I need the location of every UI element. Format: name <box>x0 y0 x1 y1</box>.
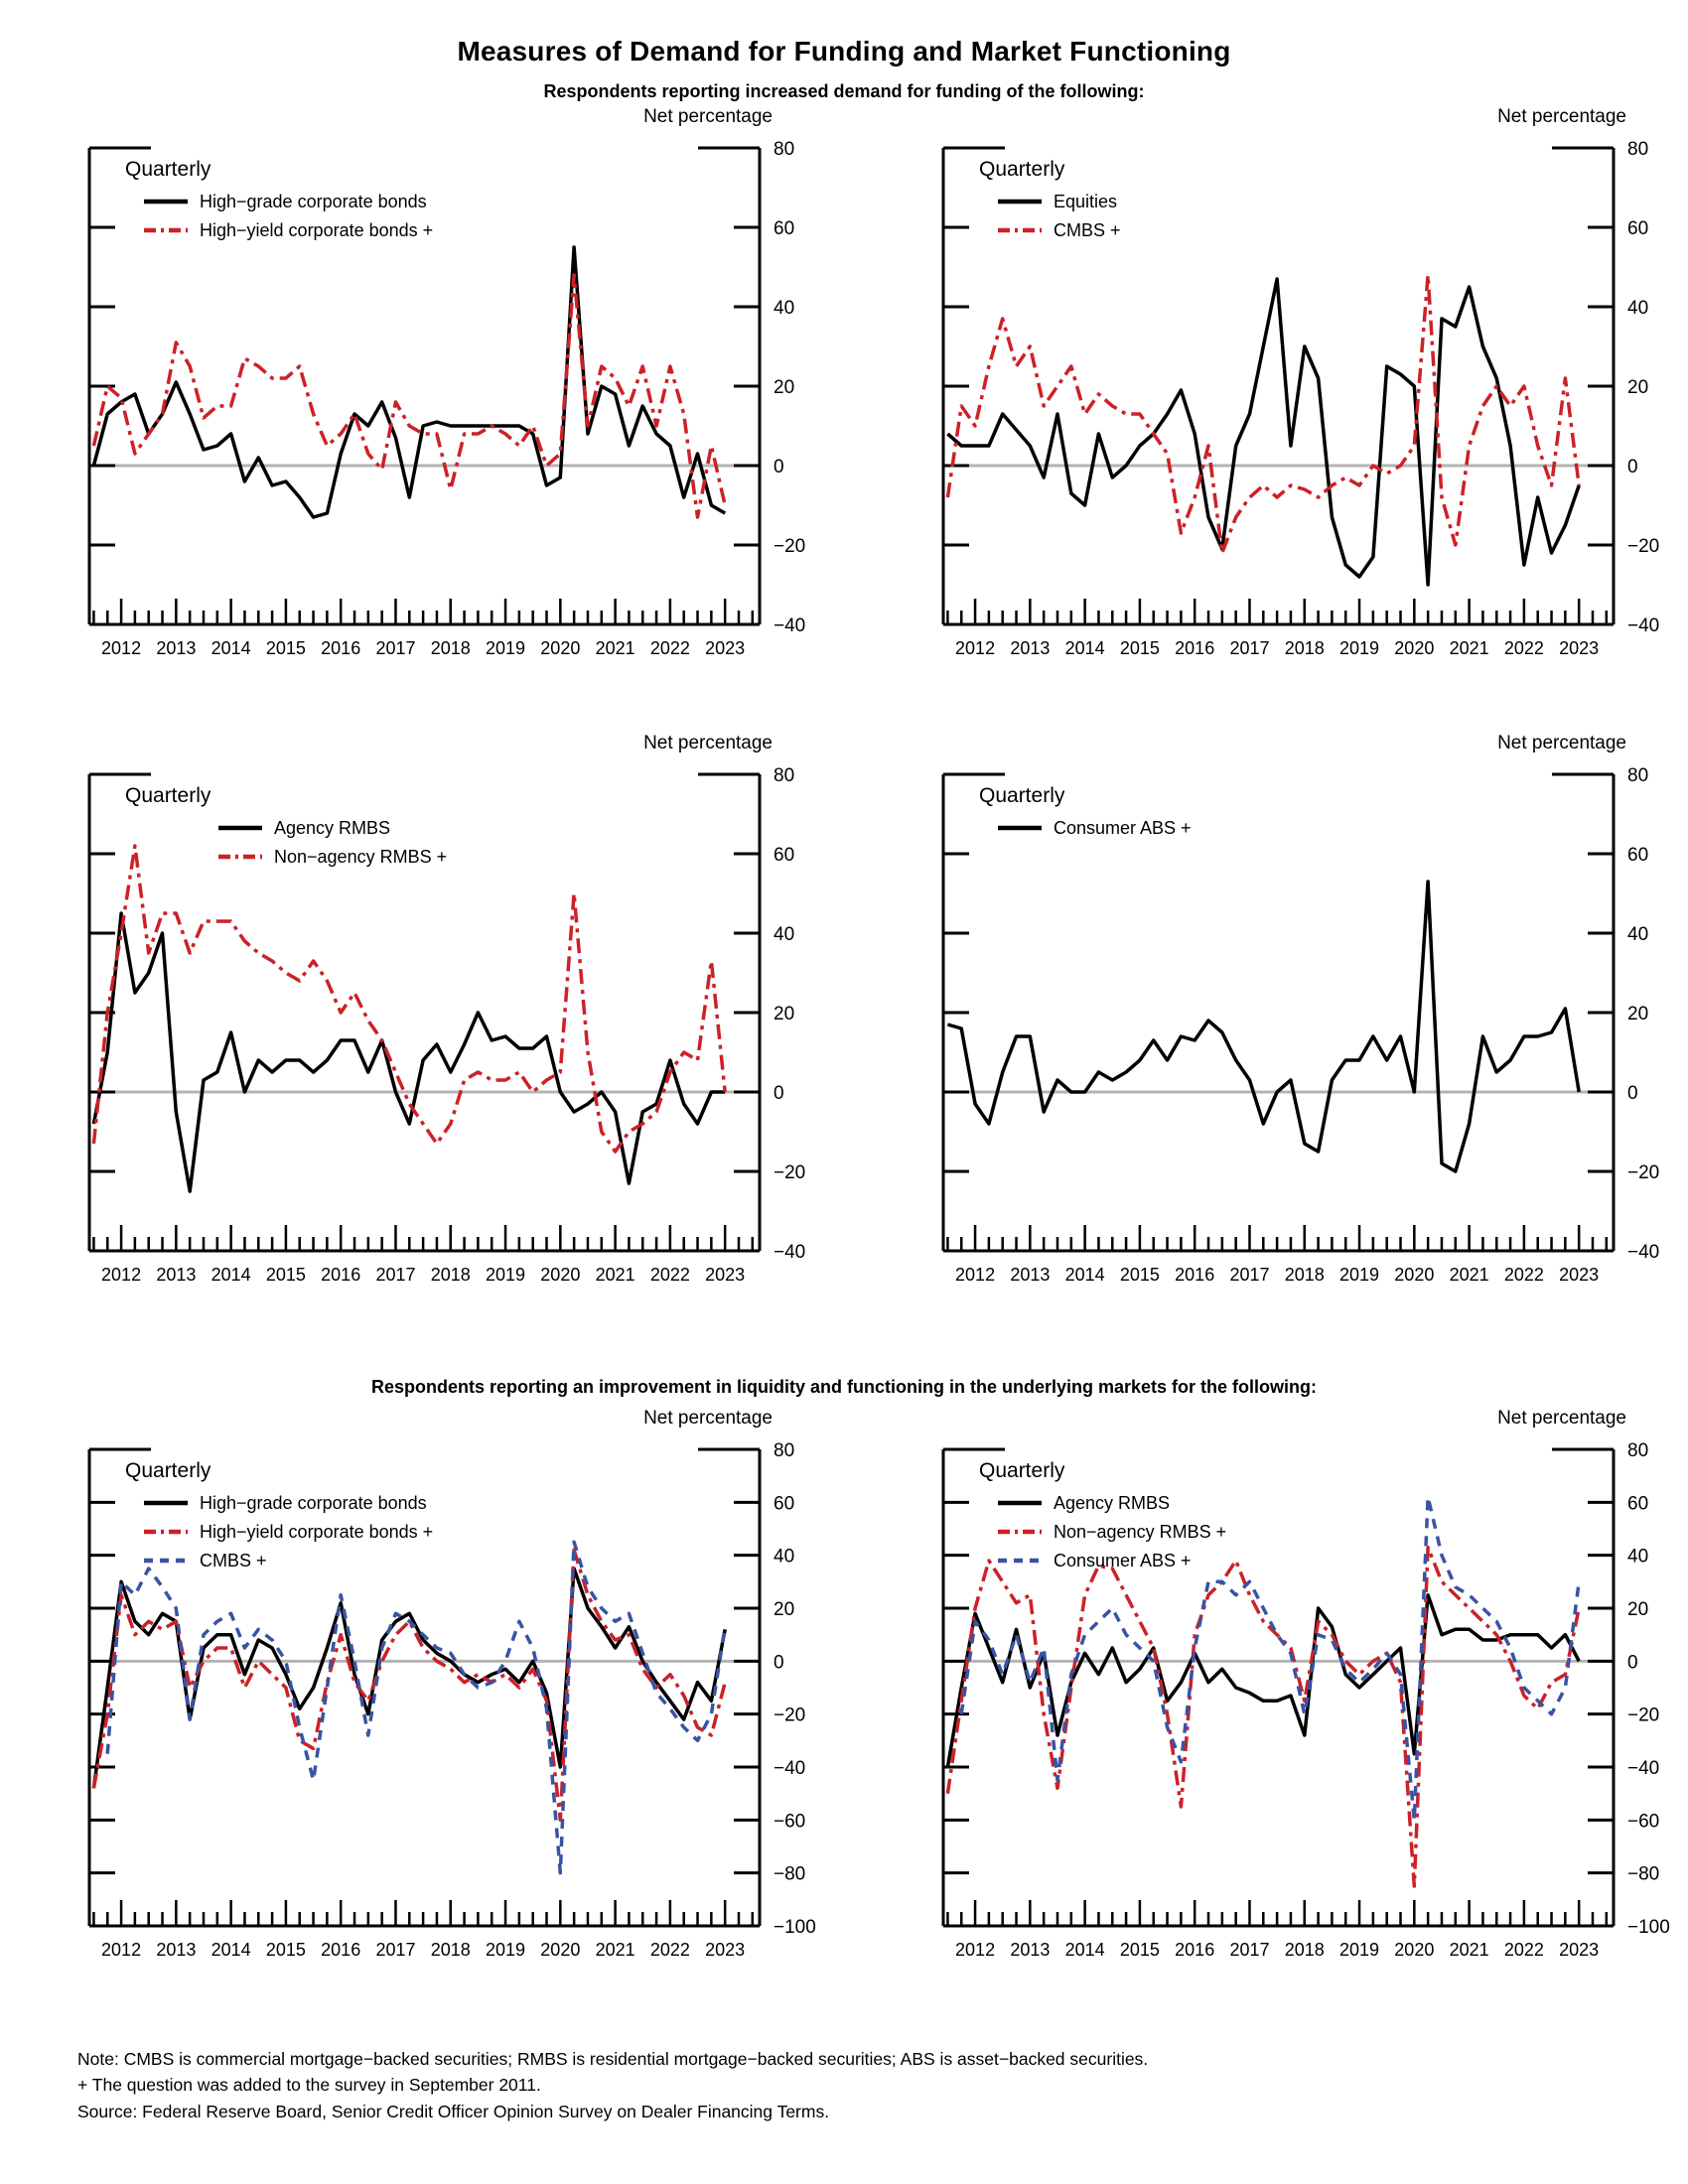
legend-label: Non−agency RMBS + <box>274 847 448 867</box>
series-line <box>947 882 1579 1171</box>
series-line <box>93 913 725 1191</box>
legend-label: High−grade corporate bonds <box>200 192 427 211</box>
y-tick-label: 60 <box>1627 845 1649 866</box>
y-tick-label: 60 <box>1627 218 1649 239</box>
net-percentage-label: Net percentage <box>1497 106 1626 127</box>
x-year-label: 2020 <box>540 638 581 658</box>
legend-label: Agency RMBS <box>274 818 391 838</box>
x-year-label: 2018 <box>430 638 471 658</box>
y-tick-label: 20 <box>1627 1004 1649 1024</box>
x-year-label: 2013 <box>156 638 197 658</box>
y-tick-label: 80 <box>774 765 795 786</box>
x-year-label: 2021 <box>1449 638 1489 658</box>
y-tick-label: 0 <box>774 457 784 478</box>
y-tick-label: 0 <box>1627 457 1638 478</box>
y-tick-label: 0 <box>774 1083 784 1104</box>
x-year-label: 2021 <box>1449 1265 1489 1285</box>
x-year-label: 2021 <box>595 1265 635 1285</box>
x-year-label: 2019 <box>486 1940 526 1960</box>
x-year-label: 2012 <box>101 1940 142 1960</box>
net-percentage-label: Net percentage <box>643 733 773 753</box>
x-year-label: 2015 <box>265 638 306 658</box>
x-year-label: 2014 <box>211 1940 251 1960</box>
y-tick-label: 80 <box>1627 1440 1649 1461</box>
x-year-label: 2013 <box>156 1265 197 1285</box>
series-line <box>961 1497 1579 1820</box>
series-line <box>93 1550 725 1820</box>
legend-label: CMBS + <box>200 1551 267 1570</box>
series-line <box>93 846 725 1152</box>
panel-demand-consumer-abs <box>923 733 1678 1337</box>
quarterly-label: Quarterly <box>979 158 1065 181</box>
y-tick-label: 60 <box>774 1493 795 1515</box>
x-year-label: 2015 <box>265 1940 306 1960</box>
quarterly-label: Quarterly <box>125 1459 211 1482</box>
x-year-label: 2015 <box>265 1265 306 1285</box>
y-tick-label: −80 <box>774 1863 806 1885</box>
series-line <box>947 1548 1579 1886</box>
y-tick-label: 20 <box>1627 377 1649 398</box>
x-year-label: 2022 <box>649 1940 690 1960</box>
x-year-label: 2019 <box>486 638 526 658</box>
y-tick-label: 40 <box>1627 298 1649 319</box>
x-year-label: 2022 <box>1503 638 1544 658</box>
y-tick-label: −40 <box>774 1758 806 1779</box>
net-percentage-label: Net percentage <box>1497 733 1626 753</box>
x-year-label: 2018 <box>1284 1940 1325 1960</box>
legend-label: High−grade corporate bonds <box>200 1493 427 1513</box>
quarterly-label: Quarterly <box>125 784 211 807</box>
x-year-label: 2023 <box>705 1940 746 1960</box>
x-year-label: 2014 <box>1064 1265 1105 1285</box>
quarterly-label: Quarterly <box>979 1459 1065 1482</box>
x-year-label: 2014 <box>211 638 251 658</box>
y-tick-label: −40 <box>774 1242 806 1263</box>
net-percentage-label: Net percentage <box>643 106 773 127</box>
y-tick-label: 40 <box>774 298 795 319</box>
chart-canvas <box>70 1432 824 2012</box>
footnotes <box>0 2046 1688 2124</box>
x-year-label: 2016 <box>1175 638 1215 658</box>
legend-label: High−yield corporate bonds + <box>200 1522 434 1542</box>
section-heading-funding: Respondents reporting increased demand for funding of the following: <box>543 81 1145 101</box>
x-year-label: 2020 <box>1394 1940 1435 1960</box>
x-year-label: 2021 <box>595 1940 635 1960</box>
footnote-source: Source: Federal Reserve Board, Senior Credit Officer Opinion Survey on Dealer Financing Terms. <box>77 2101 830 2121</box>
x-year-label: 2015 <box>1119 1940 1160 1960</box>
legend-label: CMBS + <box>1054 220 1121 240</box>
chart-canvas <box>923 130 1678 711</box>
net-percentage-label: Net percentage <box>1497 1408 1626 1429</box>
panel-demand-corporate-bonds <box>70 106 824 711</box>
x-year-label: 2017 <box>375 1940 416 1960</box>
chart-canvas <box>923 1432 1678 2012</box>
y-tick-label: 0 <box>774 1652 784 1674</box>
x-year-label: 2015 <box>1119 1265 1160 1285</box>
y-tick-label: 80 <box>1627 765 1649 786</box>
x-year-label: 2012 <box>955 638 996 658</box>
quarterly-label: Quarterly <box>125 158 211 181</box>
x-year-label: 2017 <box>375 1265 416 1285</box>
legend-label: Consumer ABS + <box>1054 818 1192 838</box>
y-tick-label: −20 <box>1627 536 1660 557</box>
x-year-label: 2013 <box>1010 638 1051 658</box>
x-year-label: 2016 <box>321 1265 361 1285</box>
y-tick-label: −40 <box>1627 1758 1660 1779</box>
y-tick-label: 40 <box>774 924 795 945</box>
legend-label: High−yield corporate bonds + <box>200 220 434 240</box>
legend-label: Equities <box>1054 192 1118 211</box>
panel-demand-rmbs <box>70 733 824 1337</box>
x-year-label: 2023 <box>705 1265 746 1285</box>
x-year-label: 2012 <box>101 638 142 658</box>
chart-canvas <box>923 756 1678 1337</box>
x-year-label: 2012 <box>955 1940 996 1960</box>
x-year-label: 2023 <box>705 638 746 658</box>
x-year-label: 2023 <box>1559 1265 1600 1285</box>
y-tick-label: −20 <box>774 536 806 557</box>
x-year-label: 2016 <box>321 638 361 658</box>
legend-label: Non−agency RMBS + <box>1054 1522 1227 1542</box>
x-year-label: 2023 <box>1559 638 1600 658</box>
net-percentage-label: Net percentage <box>643 1408 773 1429</box>
x-year-label: 2019 <box>1339 638 1380 658</box>
panel-grid-bottom <box>0 1408 1688 2012</box>
x-year-label: 2021 <box>1449 1940 1489 1960</box>
panel-liquidity-securitized <box>923 1408 1678 2012</box>
y-tick-label: 20 <box>774 1599 795 1620</box>
x-year-label: 2022 <box>649 638 690 658</box>
y-tick-label: 40 <box>1627 1546 1649 1568</box>
y-tick-label: 20 <box>774 377 795 398</box>
x-year-label: 2020 <box>540 1940 581 1960</box>
chart-canvas <box>70 130 824 711</box>
series-line <box>947 279 1579 585</box>
y-tick-label: −20 <box>1627 1162 1660 1183</box>
y-tick-label: −40 <box>774 615 806 636</box>
x-year-label: 2020 <box>1394 638 1435 658</box>
y-tick-label: 60 <box>774 845 795 866</box>
panel-liquidity-corporate-cmbs <box>70 1408 824 2012</box>
x-year-label: 2016 <box>1175 1265 1215 1285</box>
x-year-label: 2017 <box>375 638 416 658</box>
x-year-label: 2022 <box>1503 1940 1544 1960</box>
y-tick-label: −100 <box>774 1917 816 1938</box>
series-line <box>93 275 725 517</box>
figure-title: Measures of Demand for Funding and Market Functioning <box>457 36 1231 67</box>
x-year-label: 2012 <box>101 1265 142 1285</box>
x-year-label: 2022 <box>649 1265 690 1285</box>
x-year-label: 2023 <box>1559 1940 1600 1960</box>
y-tick-label: −40 <box>1627 615 1660 636</box>
x-year-label: 2013 <box>1010 1265 1051 1285</box>
y-tick-label: 40 <box>1627 924 1649 945</box>
x-year-label: 2014 <box>1064 1940 1105 1960</box>
x-year-label: 2021 <box>595 638 635 658</box>
x-year-label: 2017 <box>1229 638 1270 658</box>
series-line <box>107 1542 725 1872</box>
y-tick-label: 80 <box>1627 139 1649 160</box>
y-tick-label: 20 <box>1627 1599 1649 1620</box>
x-year-label: 2020 <box>1394 1265 1435 1285</box>
x-year-label: 2012 <box>955 1265 996 1285</box>
x-year-label: 2022 <box>1503 1265 1544 1285</box>
x-year-label: 2014 <box>211 1265 251 1285</box>
y-tick-label: 80 <box>774 139 795 160</box>
quarterly-label: Quarterly <box>979 784 1065 807</box>
y-tick-label: −100 <box>1627 1917 1670 1938</box>
footnote-definitions: Note: CMBS is commercial mortgage−backed securities; RMBS is residential mortgage−backed securities; ABS is asset−backed securities. <box>77 2049 1149 2069</box>
y-tick-label: 20 <box>774 1004 795 1024</box>
panel-demand-equities-cmbs <box>923 106 1678 711</box>
y-tick-label: 80 <box>774 1440 795 1461</box>
y-tick-label: 40 <box>774 1546 795 1568</box>
legend-label: Agency RMBS <box>1054 1493 1171 1513</box>
x-year-label: 2015 <box>1119 638 1160 658</box>
panel-grid-top <box>0 106 1688 711</box>
panel-grid-middle <box>0 733 1688 1337</box>
y-tick-label: 60 <box>774 218 795 239</box>
x-year-label: 2018 <box>1284 638 1325 658</box>
footnote-plus: + The question was added to the survey in September 2011. <box>77 2075 541 2096</box>
y-tick-label: 0 <box>1627 1083 1638 1104</box>
chart-canvas <box>70 756 824 1337</box>
y-tick-label: −20 <box>774 1162 806 1183</box>
x-year-label: 2016 <box>321 1940 361 1960</box>
x-year-label: 2019 <box>486 1265 526 1285</box>
x-year-label: 2018 <box>430 1265 471 1285</box>
x-year-label: 2016 <box>1175 1940 1215 1960</box>
series-line <box>93 247 725 517</box>
x-year-label: 2019 <box>1339 1265 1380 1285</box>
y-tick-label: −20 <box>774 1705 806 1726</box>
section-heading-liquidity: Respondents reporting an improvement in liquidity and functioning in the underlying markets for the following: <box>370 1377 1318 1397</box>
x-year-label: 2013 <box>1010 1940 1051 1960</box>
y-tick-label: −20 <box>1627 1705 1660 1726</box>
y-tick-label: 60 <box>1627 1493 1649 1515</box>
x-year-label: 2013 <box>156 1940 197 1960</box>
y-tick-label: 0 <box>1627 1652 1638 1674</box>
y-tick-label: −80 <box>1627 1863 1660 1885</box>
x-year-label: 2020 <box>540 1265 581 1285</box>
y-tick-label: −60 <box>1627 1811 1660 1833</box>
x-year-label: 2018 <box>430 1940 471 1960</box>
y-tick-label: −40 <box>1627 1242 1660 1263</box>
x-year-label: 2019 <box>1339 1940 1380 1960</box>
x-year-label: 2018 <box>1284 1265 1325 1285</box>
x-year-label: 2017 <box>1229 1940 1270 1960</box>
x-year-label: 2014 <box>1064 638 1105 658</box>
legend-label: Consumer ABS + <box>1054 1551 1192 1570</box>
series-line <box>947 275 1579 553</box>
y-tick-label: −60 <box>774 1811 806 1833</box>
x-year-label: 2017 <box>1229 1265 1270 1285</box>
